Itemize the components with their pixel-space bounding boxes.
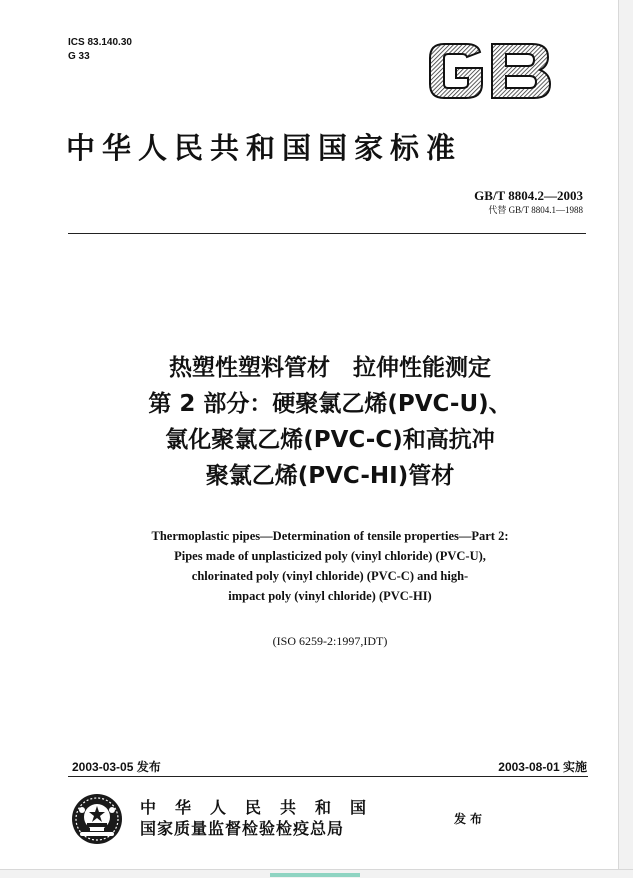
issue-date: 2003-03-05 发布 (72, 760, 161, 774)
english-title-line-4: impact poly (vinyl chloride) (PVC-HI) (228, 589, 432, 603)
chinese-title-line-4: 聚氯乙烯(PVC-HI)管材 (205, 463, 455, 489)
group-code: G 33 (68, 51, 90, 62)
footer-divider (68, 776, 588, 777)
authority-line-2: 国家质量监督检验检疫总局 (140, 819, 345, 838)
viewer-right-border (618, 0, 633, 878)
english-title (60, 526, 600, 606)
gb-logo (426, 42, 552, 100)
english-title-line-2: Pipes made of unplasticized poly (vinyl chloride) (PVC-U), (174, 549, 486, 563)
publish-label: 发布 (454, 812, 487, 826)
ics-code: ICS 83.140.30 (68, 37, 132, 48)
implementation-date: 2003-08-01 实施 (498, 760, 587, 774)
standard-number: GB/T 8804.2—2003 (474, 188, 583, 203)
authority-line-1: 中华人民共和国 (140, 798, 386, 817)
iso-reference: (ISO 6259-2:1997,IDT) (272, 634, 388, 648)
national-emblem-seal-icon (70, 792, 124, 846)
chinese-title-line-1: 热塑性塑料管材 拉伸性能测定 (169, 355, 491, 381)
chinese-title-line-2: 第 2 部分：硬聚氯乙烯(PVC-U)、 (148, 391, 512, 417)
replaces-standard: 代替 GB/T 8804.1—1988 (488, 205, 583, 215)
chinese-title-line-3: 氯化聚氯乙烯(PVC-C)和高抗冲 (165, 427, 495, 453)
english-title-line-1: Thermoplastic pipes—Determination of tensile properties—Part 2: (151, 529, 509, 543)
classification-codes (68, 36, 132, 64)
english-title-line-3: chlorinated poly (vinyl chloride) (PVC-C) and high- (191, 569, 469, 583)
standard-number-block (474, 188, 583, 216)
issuing-authority (140, 798, 385, 840)
standard-category-title: 中华人民共和国国家标准 (66, 131, 463, 165)
scroll-indicator (270, 873, 360, 877)
chinese-title (60, 350, 600, 494)
header-divider (68, 233, 586, 234)
